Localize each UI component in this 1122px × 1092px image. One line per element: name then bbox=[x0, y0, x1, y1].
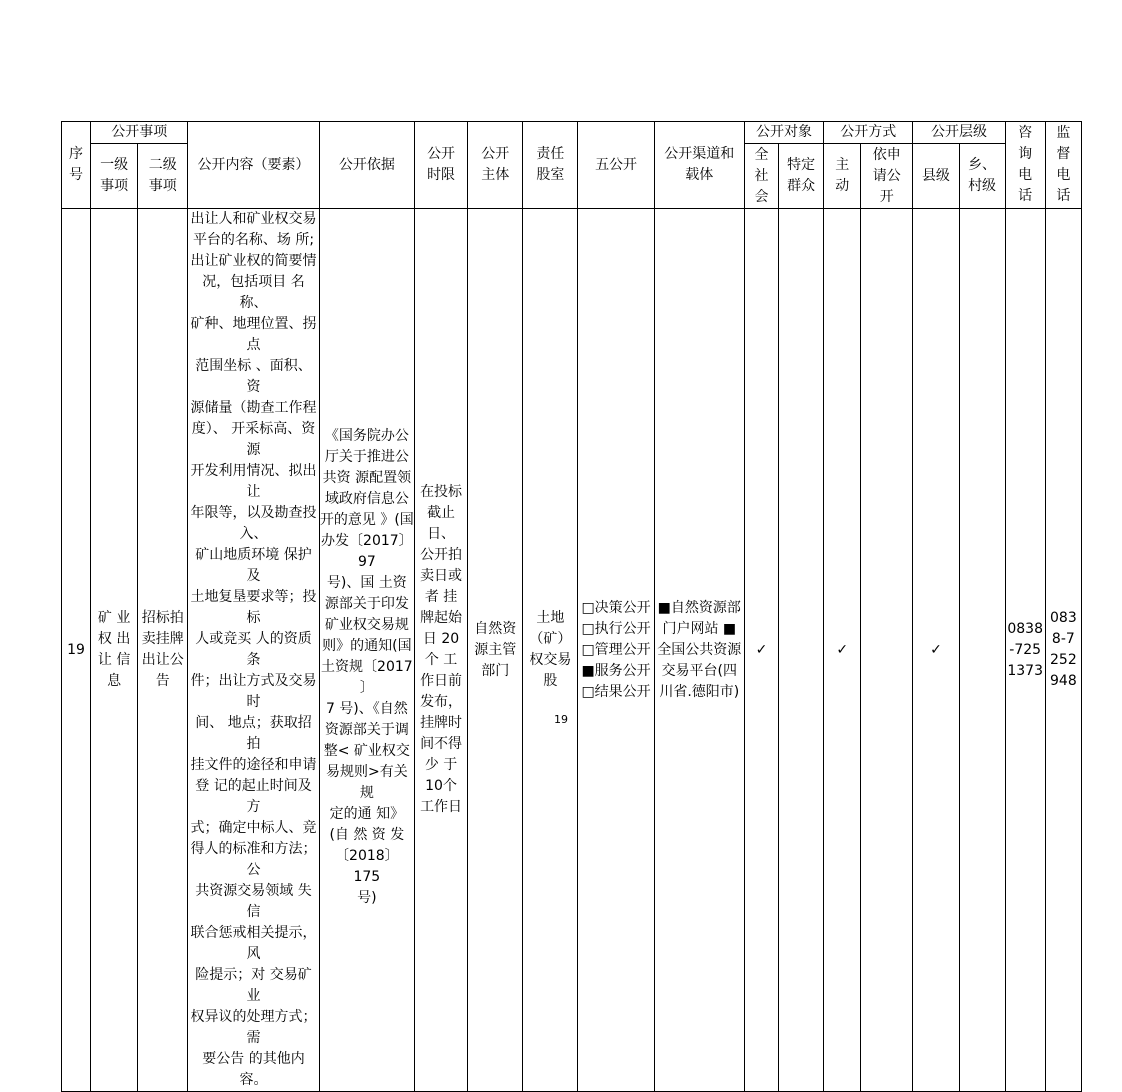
row-five-open bbox=[578, 209, 654, 1092]
row-specific-groups-check bbox=[779, 209, 824, 1092]
five-open-item bbox=[578, 661, 653, 682]
page-number: 19 bbox=[554, 713, 568, 726]
row-by-request-check bbox=[861, 209, 913, 1092]
header-method-group: 公开方式 bbox=[824, 122, 913, 144]
row-active-check: ✓ bbox=[824, 209, 861, 1092]
row-seq: 19 bbox=[62, 209, 91, 1092]
header-office: 责任 股室 bbox=[523, 122, 578, 209]
header-level1: 一级 事项 bbox=[91, 144, 138, 209]
header-active: 主 动 bbox=[824, 144, 861, 209]
checkbox-icon: □ bbox=[581, 620, 595, 637]
checked-box-icon: ■ bbox=[581, 662, 595, 679]
five-open-item bbox=[578, 682, 653, 703]
header-seq: 序 号 bbox=[62, 122, 91, 209]
header-township: 乡、 村级 bbox=[959, 144, 1005, 209]
checkbox-icon: □ bbox=[581, 599, 595, 616]
five-open-item bbox=[578, 619, 653, 640]
row-basis: 《国务院办公 厅关于推进公 共资 源配置领 域政府信息公 开的意见 》(国 办发〔2017〕97 号)、国 土资 源部关于印发 矿业权交易规 则》的通知(国 土资规〔2017 〕 7 号)、《自然 资源部关于调 整< 矿业权交 易规则>有关规 定的通 知》 (自 然 资 发 〔2018〕 175 号) bbox=[319, 209, 414, 1092]
header-object-group: 公开对象 bbox=[744, 122, 823, 144]
row-channel: ■自然资源部 门户网站 ■ 全国公共资源 交易平台(四 川省.德阳市) bbox=[654, 209, 744, 1092]
five-open-label: 决策公开 bbox=[594, 599, 651, 616]
five-open-item bbox=[578, 640, 653, 661]
header-level-group: 公开层级 bbox=[913, 122, 1005, 144]
header-item-group: 公开事项 bbox=[91, 122, 188, 144]
row-subject: 自然资 源主管 部门 bbox=[468, 209, 523, 1092]
five-open-label: 管理公开 bbox=[594, 641, 651, 658]
row-content: 出让人和矿业权交易 平台的名称、场 所; 出让矿业权的简要情 况，包括项目 名称、 矿种、地理位置、拐点 范围坐标 、面积、资 源储量（勘查工作程 度）、 开采标高、资源 开发利用情况、拟出让 年限等，以及勘查投入、 矿山地质环境 保护及 土地复垦要求等；投标 人或竞买 人的资质条 件；出让方式及交易时 间、 地点；获取招拍 挂文件的途径和申请 登 记的起止时间及方 式；确定中标人、竞 得人的标准和方法；公 共资源交易领域 失信 联合惩戒相关提示，风 险提示；对 交易矿业 权异议的处理方式；需 要公告 的其他内容。 bbox=[188, 209, 319, 1092]
header-channel: 公开渠道和 载体 bbox=[654, 122, 744, 209]
five-open-item bbox=[578, 598, 653, 619]
row-supervise-phone: 083 8-7 252 948 bbox=[1045, 209, 1081, 1092]
row-county-check: ✓ bbox=[913, 209, 959, 1092]
header-supervise-phone: 监 督 电 话 bbox=[1045, 122, 1081, 209]
row-consult-phone: 0838 -725 1373 bbox=[1005, 209, 1045, 1092]
row-office: 土地 （矿） 权交易 股 bbox=[523, 209, 578, 1092]
disclosure-table bbox=[61, 121, 1082, 1092]
row-level2: 招标拍 卖挂牌 出让公 告 bbox=[138, 209, 188, 1092]
five-open-label: 执行公开 bbox=[594, 620, 651, 637]
header-level2: 二级 事项 bbox=[138, 144, 188, 209]
row-time-limit: 在投标 截止日、 公开拍 卖日或 者 挂 牌起始 日 20 个 工 作日前 发布， 挂牌时 间不得 少 于 10个 工作日 bbox=[414, 209, 467, 1092]
header-basis: 公开依据 bbox=[319, 122, 414, 209]
header-five-open: 五公开 bbox=[578, 122, 654, 209]
five-open-label: 服务公开 bbox=[594, 662, 651, 679]
checkbox-icon: □ bbox=[581, 683, 595, 700]
header-county: 县级 bbox=[913, 144, 959, 209]
header-content: 公开内容（要素） bbox=[188, 122, 319, 209]
header-whole-society: 全 社 会 bbox=[744, 144, 778, 209]
header-by-request: 依申 请公 开 bbox=[861, 144, 913, 209]
header-time-limit: 公开 时限 bbox=[414, 122, 467, 209]
five-open-label: 结果公开 bbox=[594, 683, 651, 700]
row-whole-society-check: ✓ bbox=[744, 209, 778, 1092]
row-township-check bbox=[959, 209, 1005, 1092]
checkbox-icon: □ bbox=[581, 641, 595, 658]
header-specific-groups: 特定 群众 bbox=[779, 144, 824, 209]
header-subject: 公开 主体 bbox=[468, 122, 523, 209]
row-level1: 矿 业 权 出 让 信 息 bbox=[91, 209, 138, 1092]
header-consult-phone: 咨 询 电 话 bbox=[1005, 122, 1045, 209]
